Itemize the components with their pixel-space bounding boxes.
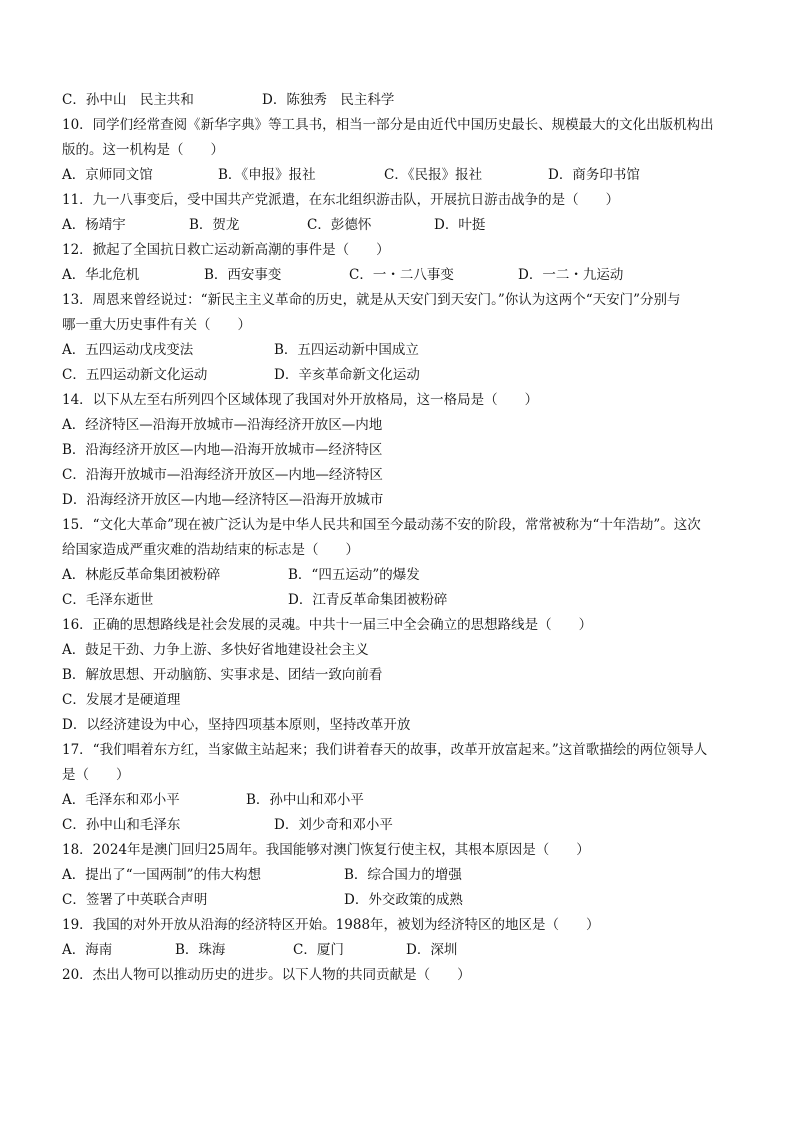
exam-page	[62, 88, 742, 988]
q9-option-d: D．陈独秀 民主科学	[262, 92, 395, 108]
q10-option-c: C．《民报》报社	[384, 167, 483, 183]
q19-option-b: B．珠海	[175, 942, 226, 958]
q17-option-a: A．毛泽东和邓小平	[62, 792, 180, 808]
q16-option-d: D．以经济建设为中心，坚持四项基本原则，坚持改革开放	[62, 717, 411, 733]
q14-stem: 14．以下从左至右所列四个区域体现了我国对外开放格局，这一格局是（ ）	[62, 392, 539, 408]
q12-option-c: C．一・二八事变	[349, 267, 454, 283]
q14-option-b: B．沿海经济开放区—内地—沿海开放城市—经济特区	[62, 442, 383, 458]
q10-option-a: A．京师同文馆	[62, 167, 153, 183]
q14-option-d: D．沿海经济开放区—内地—经济特区—沿海开放城市	[62, 492, 384, 508]
q15-stem-line2: 给国家造成严重灾难的浩劫结束的标志是（ ）	[62, 542, 359, 558]
q13-option-b: B．五四运动新中国成立	[274, 342, 419, 358]
q12-options-row	[62, 263, 742, 288]
q17-option-c: C．孙中山和毛泽东	[62, 817, 181, 833]
q18-option-c: C．签署了中英联合声明	[62, 892, 208, 908]
q11-option-b: B．贺龙	[189, 217, 240, 233]
q20-stem: 20．杰出人物可以推动历史的进步。以下人物的共同贡献是（ ）	[62, 967, 471, 983]
q15-option-a: A．林彪反革命集团被粉碎	[62, 567, 221, 583]
q15-option-c: C．毛泽东逝世	[62, 592, 154, 608]
q13-options-row2	[62, 363, 742, 388]
q11-option-c: C．彭德怀	[307, 217, 372, 233]
q15-options-row2	[62, 588, 742, 613]
q15-option-d: D．江青反革命集团被粉碎	[288, 592, 448, 608]
q11-stem: 11．九一八事变后，受中国共产党派遣，在东北组织游击队，开展抗日游击战争的是（ ）	[62, 192, 620, 208]
q19-options-row	[62, 938, 742, 963]
q13-options-row1	[62, 338, 742, 363]
q18-option-d: D．外交政策的成熟	[344, 892, 463, 908]
q17-stem-line2: 是（ ）	[62, 767, 130, 783]
q16-stem: 16．正确的思想路线是社会发展的灵魂。中共十一届三中全会确立的思想路线是（ ）	[62, 617, 593, 633]
q11-option-a: A．杨靖宇	[62, 217, 126, 233]
q18-stem: 18．2024年是澳门回归25周年。我国能够对澳门恢复行使主权，其根本原因是（ ）	[62, 842, 590, 858]
q17-option-b: B．孙中山和邓小平	[246, 792, 364, 808]
q12-stem: 12．掀起了全国抗日救亡运动新高潮的事件是（ ）	[62, 242, 390, 258]
q16-option-b: B．解放思想、开动脑筋、实事求是、团结一致向前看	[62, 667, 383, 683]
q13-stem-line1: 13．周恩来曾经说过：“新民主主义革命的历史，就是从天安门到天安门。”你认为这两个“天安门”分别与	[62, 292, 681, 308]
q12-option-b: B．西安事变	[204, 267, 282, 283]
q15-stem-line1: 15．“文化大革命”现在被广泛认为是中华人民共和国至今最动荡不安的阶段，常常被称为“十年浩劫”。这次	[62, 517, 701, 533]
q19-option-d: D．深圳	[406, 942, 458, 958]
q19-option-c: C．厦门	[293, 942, 344, 958]
q12-option-a: A．华北危机	[62, 267, 140, 283]
q18-options-row2	[62, 888, 742, 913]
q12-option-d: D．一二・九运动	[518, 267, 624, 283]
q18-options-row1	[62, 863, 742, 888]
q19-stem: 19．我国的对外开放从沿海的经济特区开始。1988年，被划为经济特区的地区是（ ）	[62, 917, 600, 933]
q14-option-c: C．沿海开放城市—沿海经济开放区—内地—经济特区	[62, 467, 383, 483]
q18-option-a: A．提出了“一国两制”的伟大构想	[62, 867, 262, 883]
q16-option-a: A．鼓足干劲、力争上游、多快好省地建设社会主义	[62, 642, 369, 658]
q9-option-c: C．孙中山 民主共和	[62, 92, 194, 108]
q13-option-a: A．五四运动戊戌变法	[62, 342, 194, 358]
q9-options-row	[62, 88, 742, 113]
q15-option-b: B．“四五运动”的爆发	[288, 567, 420, 583]
q17-options-row2	[62, 813, 742, 838]
q11-option-d: D．叶挺	[434, 217, 486, 233]
q13-option-d: D．辛亥革命新文化运动	[274, 367, 420, 383]
q17-option-d: D．刘少奇和邓小平	[274, 817, 393, 833]
q17-options-row1	[62, 788, 742, 813]
q13-option-c: C．五四运动新文化运动	[62, 367, 208, 383]
q11-options-row	[62, 213, 742, 238]
q15-options-row1	[62, 563, 742, 588]
q10-options-row	[62, 163, 742, 188]
q10-stem-line1: 10．同学们经常查阅《新华字典》等工具书，相当一部分是由近代中国历史最长、规模最大的文化出版机构出	[62, 117, 714, 133]
q14-option-a: A．经济特区—沿海开放城市—沿海经济开放区—内地	[62, 417, 383, 433]
q10-stem-line2: 版的。这一机构是（ ）	[62, 142, 224, 158]
q16-option-c: C．发展才是硬道理	[62, 692, 181, 708]
q17-stem-line1: 17．“我们唱着东方红，当家做主站起来；我们讲着春天的故事，改革开放富起来。”这首歌描绘的两位领导人	[62, 742, 708, 758]
q18-option-b: B．综合国力的增强	[344, 867, 462, 883]
q13-stem-line2: 哪一重大历史事件有关（ ）	[62, 317, 251, 333]
q10-option-d: D．商务印书馆	[548, 167, 640, 183]
q10-option-b: B．《申报》报社	[218, 167, 316, 183]
q19-option-a: A．海南	[62, 942, 113, 958]
